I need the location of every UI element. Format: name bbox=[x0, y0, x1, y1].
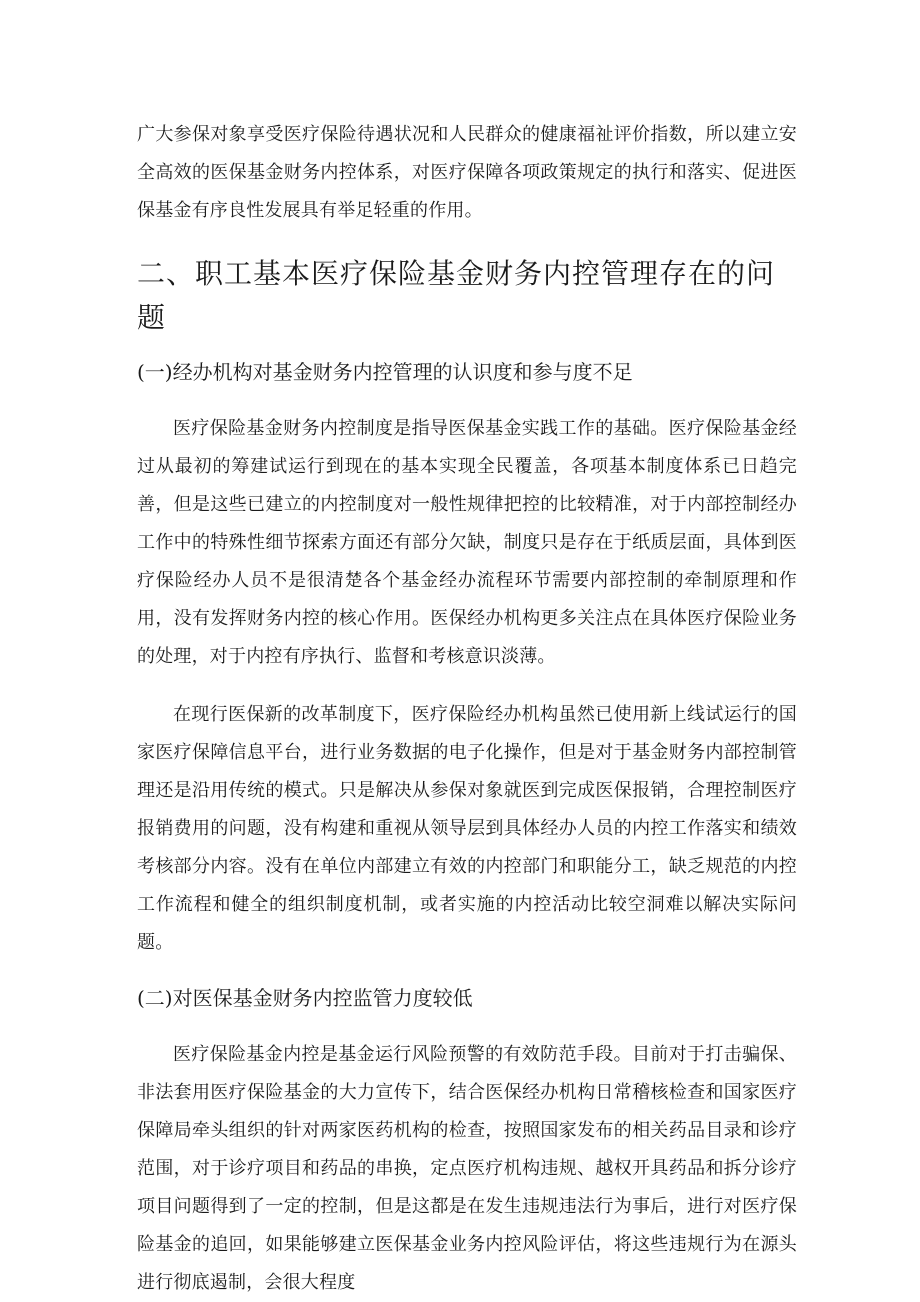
subsection-1-paragraph-2: 在现行医保新的改革制度下，医疗保险经办机构虽然已使用新上线试运行的国家医疗保障信息平台，进行业务数据的电子化操作，但是对于基金财务内部控制管理还是沿用传统的模式。只是解决从参保对象就医到完成医保报销，合理控制医疗报销费用的问题，没有构建和重视从领导层到具体经办人员的内控工作落实和绩效考核部分内容。没有在单位内部建立有效的内控部门和职能分工，缺乏规范的内控工作流程和健全的组织制度机制，或者实施的内控活动比较空洞难以解决实际问题。 bbox=[137, 704, 797, 953]
document-body bbox=[137, 116, 797, 1302]
subsection-2-paragraph-1: 医疗保险基金内控是基金运行风险预警的有效防范手段。目前对于打击骗保、非法套用医疗保险基金的大力宣传下，结合医保经办机构日常稽核检查和国家医疗保障局牵头组织的针对两家医药机构的检查，按照国家发布的相关药品目录和诊疗范围，对于诊疗项目和药品的串换，定点医疗机构违规、越权开具药品和拆分诊疗项目问题得到了一定的控制，但是这都是在发生违规违法行为事后，进行对医疗保险基金的追回，如果能够建立医保基金业务内控风险评估，将这些违规行为在源头进行彻底遏制，会很大程度 bbox=[137, 1044, 797, 1293]
subsection-1-paragraph-1: 医疗保险基金财务内控制度是指导医保基金实践工作的基础。医疗保险基金经过从最初的筹建试运行到现在的基本实现全民覆盖，各项基本制度体系已日趋完善，但是这些已建立的内控制度对一般性规律把控的比较精准，对于内部控制经办工作中的特殊性细节探索方面还有部分欠缺，制度只是存在于纸质层面，具体到医疗保险经办人员不是很清楚各个基金经办流程环节需要内部控制的牵制原理和作用，没有发挥财务内控的核心作用。医保经办机构更多关注点在具体医疗保险业务的处理，对于内控有序执行、监督和考核意识淡薄。 bbox=[137, 418, 797, 667]
subsection-2-title: (二)对医保基金财务内控监管力度较低 bbox=[137, 986, 473, 1010]
section-2-title: 二、职工基本医疗保险基金财务内控管理存在的问题 bbox=[137, 257, 776, 334]
intro-paragraph: 广大参保对象享受医疗保险待遇状况和人民群众的健康福祉评价指数，所以建立安全高效的医保基金财务内控体系，对医疗保障各项政策规定的执行和落实、促进医保基金有序良性发展具有举足轻重的作用。 bbox=[137, 124, 797, 221]
subsection-1-title: (一)经办机构对基金财务内控管理的认识度和参与度不足 bbox=[137, 360, 633, 384]
